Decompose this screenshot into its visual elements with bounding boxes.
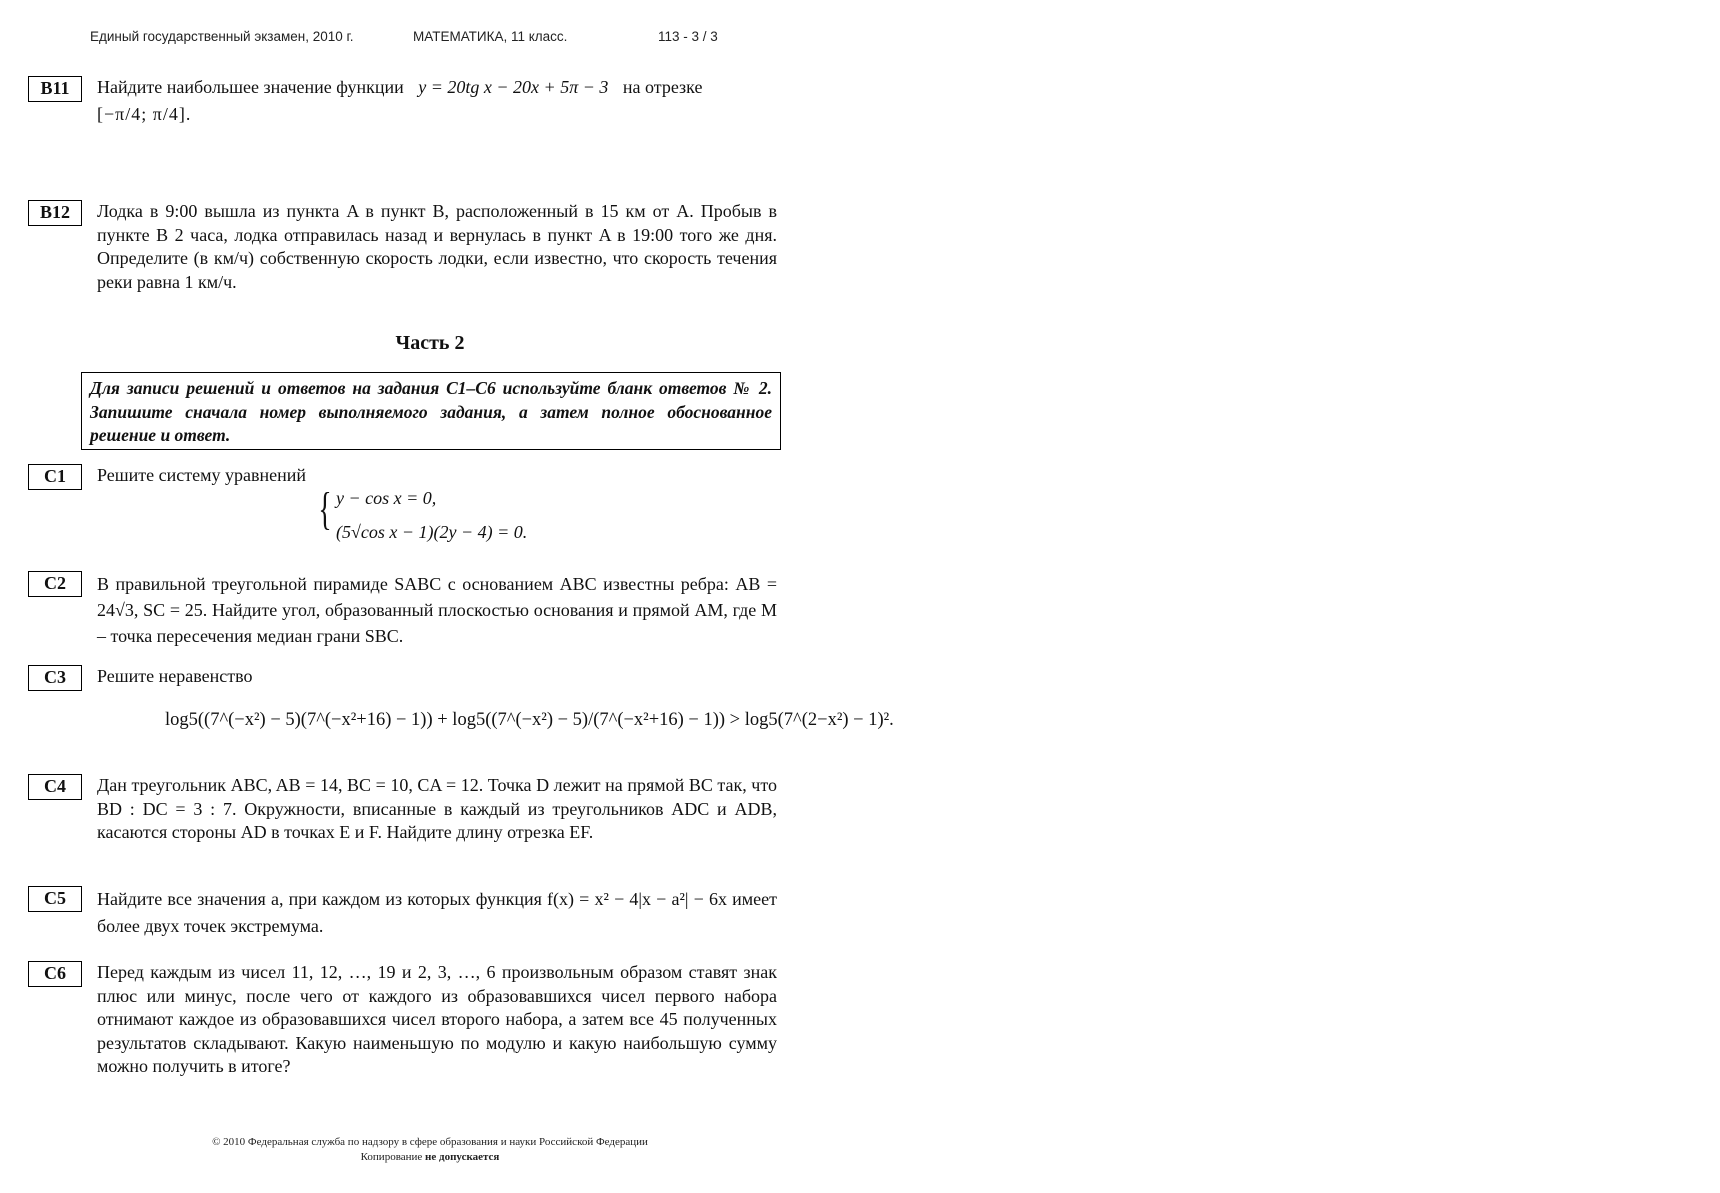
page-footer [0,1135,860,1165]
part-title: Часть 2 [395,332,465,354]
c1-eq2: (5√cos x − 1)(2y − 4) = 0. [336,522,528,542]
footer-copyright: © 2010 Федеральная служба по надзору в сфере образования и науки Российской Федерации [212,1136,648,1148]
footer-copy-bold: не допускается [425,1151,500,1163]
c1-brace: { [318,483,332,534]
b11-interval [97,104,191,125]
task-text-b12: Лодка в 9:00 вышла из пункта A в пункт B, расположенный в 15 км от A. Пробыв в пункте B 2 часа, лодка отправилась назад и вернулась в пункт A в 19:00 того же дня. Определите (в км/ч) собственную скорость лодки, если известно, что скорость течения реки равна 1 км/ч. [97,201,777,292]
exam-title: Единый государственный экзамен, 2010 г. [90,29,354,44]
subject-title: МАТЕМАТИКА, 11 класс. [413,29,568,44]
task-text-c6: Перед каждым из чисел 11, 12, …, 19 и 2, 3, …, 6 произвольным образом ставят знак плюс или минус, после чего от каждого из образовавшихся чисел первого набора отнимают каждое из образовавшихся чисел второго набора, а затем все 45 полученных результатов складывают. Какую наименьшую по модулю и какую наибольшую сумму можно получить в итоге? [97,962,777,1076]
task-label-c2: C2 [28,571,82,597]
b11-text-before: Найдите наибольшее значение функции [97,77,404,97]
task-label-c4: C4 [28,774,82,800]
task-text-c4: Дан треугольник ABC, AB = 14, BC = 10, CA = 12. Точка D лежит на прямой BC так, что BD : DC = 3 : 7. Окружности, вписанные в каждый из треугольников ADC и ADB, касаются стороны AD в точках E и F. Найдите длину отрезка EF. [97,775,777,842]
task-text-c1: Решите систему уравнений [97,465,306,485]
footer-copy-prefix: Копирование [360,1151,423,1163]
task-label-b12: B12 [28,200,82,226]
page-number: 113 - 3 / 3 [658,29,718,44]
task-text-b11 [97,76,777,100]
b11-interval-text: [−π/4; π/4]. [97,104,192,124]
task-label-c6: C6 [28,961,82,987]
task-label-c3: C3 [28,665,82,691]
b11-formula: y = 20tg x − 20x + 5π − 3 [418,77,609,97]
instruction-box: Для записи решений и ответов на задания С1–С6 используйте бланк ответов № 2. Запишите сначала номер выполняемого задания, а затем полное обоснованное решение и ответ. [81,372,781,450]
task-label-c1: C1 [28,464,82,490]
task-text-c5: Найдите все значения a, при каждом из которых функция f(x) = x² − 4|x − a²| − 6x имеет более двух точек экстремума. [97,889,777,936]
b11-text-after: на отрезке [622,77,703,97]
c1-eq1: y − cos x = 0, [336,488,437,508]
task-text-c3: Решите неравенство [97,666,253,686]
task-label-b11: B11 [28,76,82,102]
task-text-c2: В правильной треугольной пирамиде SABC с основанием ABC известны ребра: AB = 24√3, SC = 25. Найдите угол, образованный плоскостью основания и прямой AM, где M – точка пересечения медиан грани SBC. [97,574,777,646]
footer-copy-note [0,1150,860,1165]
task-label-c5: C5 [28,886,82,912]
c3-inequality: log5((7^(−x²) − 5)(7^(−x²+16) − 1)) + log5((7^(−x²) − 5)/(7^(−x²+16) − 1)) > log5(7^(2−x²) − 1)². [165,710,894,730]
